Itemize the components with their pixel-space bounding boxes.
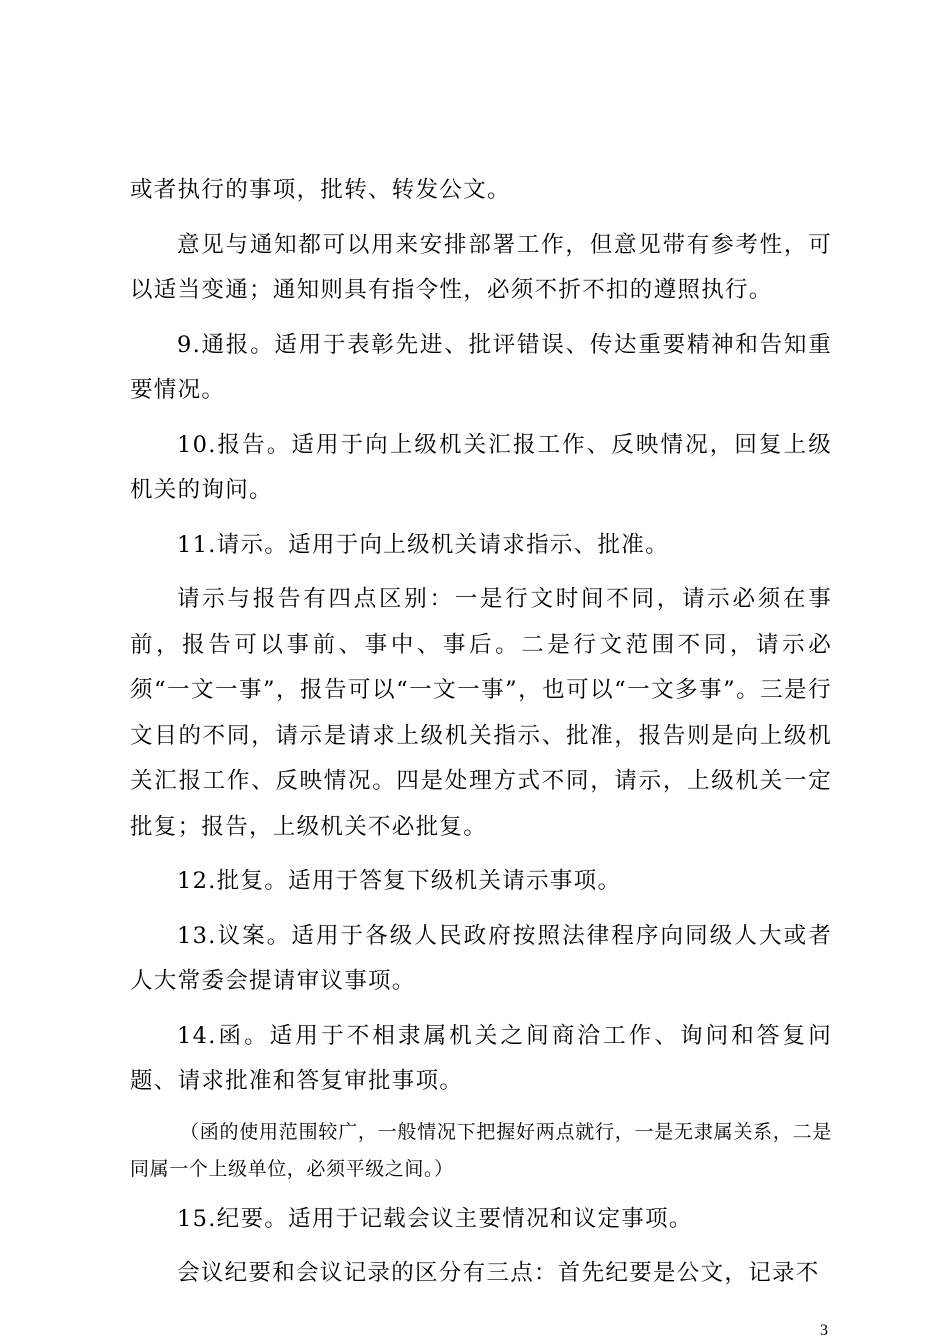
paragraph-opinion-vs-notice: 意见与通知都可以用来安排部署工作，但意见带有参考性，可以适当变通；通知则具有指令性，必须不折不扣的遵照执行。	[130, 231, 832, 303]
paragraph-motion: 13.议案。适用于各级人民政府按照法律程序向同级人大或者人大常委会提请审议事项。	[130, 922, 832, 994]
paragraph-letter: 14.函。适用于不相隶属机关之间商洽工作、询问和答复问题、请求批准和答复审批事项。	[130, 1022, 832, 1094]
page-number: 3	[820, 1322, 828, 1339]
document-body	[130, 168, 832, 1306]
paragraph-continuation: 或者执行的事项，批转、转发公文。	[130, 177, 511, 203]
paragraph-minutes-vs-record: 会议纪要和会议记录的区分有三点：首先纪要是公文，记录不	[177, 1260, 820, 1286]
paragraph-circular: 9.通报。适用于表彰先进、批评错误、传达重要精神和告知重要情况。	[130, 331, 832, 403]
note-letter-scope: （函的使用范围较广，一般情况下把握好两点就行，一是无隶属关系，二是同属一个上级单位，必须平级之间。）	[130, 1120, 832, 1180]
paragraph-request-vs-report: 请示与报告有四点区别：一是行文时间不同，请示必须在事前，报告可以事前、事中、事后。二是行文范围不同，请示必须“一文一事”，报告可以“一文一事”，也可以“一文多事”。三是行文目的不同，请示是请求上级机关指示、批准，报告则是向上级机关汇报工作、反映情况。四是处理方式不同，请示，上级机关一定批复；报告，上级机关不必批复。	[130, 586, 832, 840]
paragraph-reply: 12.批复。适用于答复下级机关请示事项。	[177, 868, 622, 894]
paragraph-request: 11.请示。适用于向上级机关请求指示、批准。	[177, 531, 669, 558]
paragraph-report: 10.报告。适用于向上级机关汇报工作、反映情况，回复上级机关的询问。	[130, 431, 832, 503]
paragraph-minutes: 15.纪要。适用于记载会议主要情况和议定事项。	[177, 1205, 693, 1232]
